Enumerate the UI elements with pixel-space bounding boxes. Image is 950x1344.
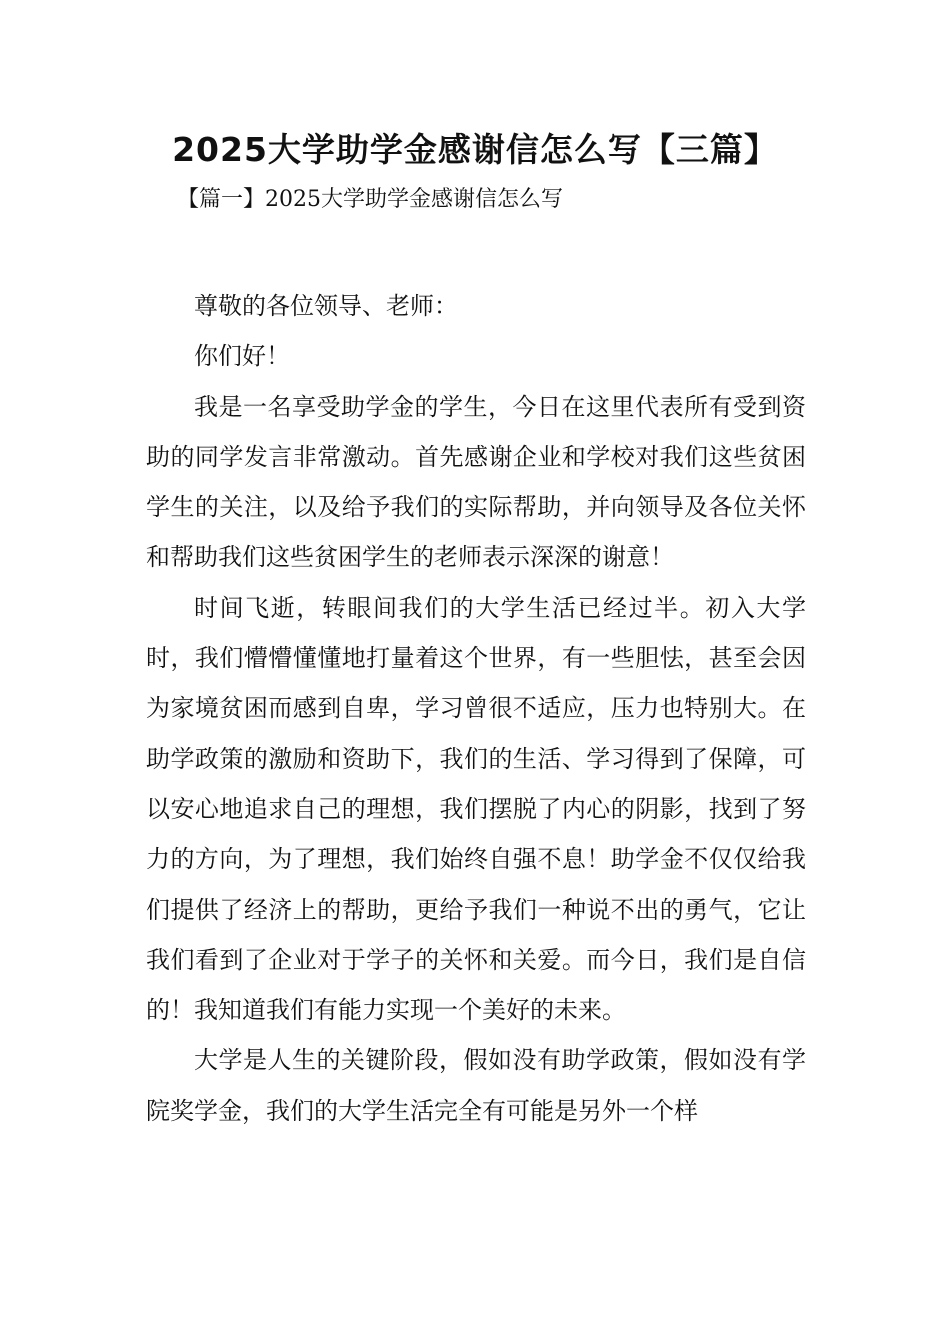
salutation: 尊敬的各位领导、老师：: [194, 292, 458, 320]
body-paragraph: 我是一名享受助学金的学生，今日在这里代表所有受到资助的同学发言非常激动。首先感谢企业和学校对我们这些贫困学生的关注，以及给予我们的实际帮助，并向领导及各位关怀和帮助我们这些贫困学生的老师表示深深的谢意！: [146, 392, 806, 572]
body-paragraph: 时间飞逝，转眼间我们的大学生活已经过半。初入大学时，我们懵懵懂懂地打量着这个世界，有一些胆怯，甚至会因为家境贫困而感到自卑，学习曾很不适应，压力也特别大。在助学政策的激励和资助下，我们的生活、学习得到了保障，可以安心地追求自己的理想，我们摆脱了内心的阴影，找到了努力的方向，为了理想，我们始终自强不息！助学金不仅仅给我们提供了经济上的帮助，更给予我们一种说不出的勇气，它让我们看到了企业对于学子的关怀和关爱。而今日，我们是自信的！我知道我们有能力实现一个美好的未来。: [146, 593, 806, 1025]
body-paragraph: 大学是人生的关键阶段，假如没有助学政策，假如没有学院奖学金，我们的大学生活完全有可能是另外一个样: [146, 1046, 806, 1125]
letter-body: [146, 281, 806, 1136]
section-heading: 【篇一】2025大学助学金感谢信怎么写: [177, 187, 563, 212]
document-title: 2025大学助学金感谢信怎么写【三篇】: [172, 130, 778, 169]
greeting: 你们好！: [194, 342, 290, 371]
